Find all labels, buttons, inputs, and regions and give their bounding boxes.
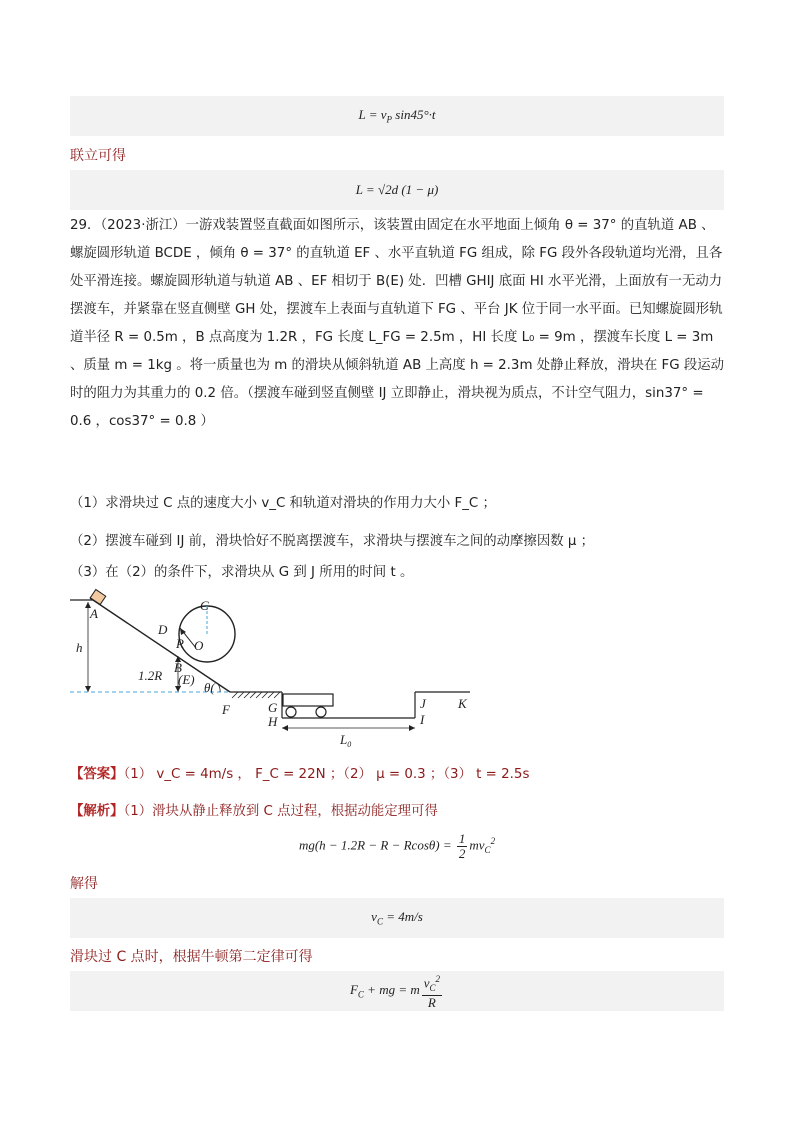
question-3: （3）在（2）的条件下，求滑块从 G 到 J 所用的时间 t 。 (70, 565, 414, 580)
physics-diagram (70, 588, 510, 748)
label-F: F (222, 702, 230, 717)
label-1-2R: 1.2R (138, 668, 163, 683)
label-A: A (90, 606, 98, 621)
label-theta: θ( (204, 680, 215, 695)
label-B: B (174, 660, 182, 675)
formula-4: $v_C = 4m/s$ (371, 909, 423, 927)
formula-box-2 (70, 170, 724, 210)
label-L0: $L_0$ (340, 732, 352, 748)
slider-block (90, 589, 106, 604)
formula-box-4 (70, 898, 724, 938)
answer-line (70, 763, 529, 782)
answer-tag: 【答案】 (70, 767, 124, 782)
question-1: （1）求滑块过 C 点的速度大小 v_C 和轨道对滑块的作用力大小 F_C ； (70, 496, 496, 511)
label-K: K (458, 696, 467, 711)
label-I: I (420, 712, 425, 727)
formula-box-1 (70, 96, 724, 136)
analysis-line (70, 800, 438, 819)
label-O: O (194, 638, 204, 653)
question-2: （2）摆渡车碰到 IJ 前，滑块恰好不脱离摆渡车，求滑块与摆渡车之间的动摩擦因数 μ ； (70, 534, 595, 549)
analysis-tag: 【解析】 (70, 804, 124, 819)
ferry-cart (283, 694, 333, 706)
analysis-body: （1）滑块从静止释放到 C 点过程，根据动能定理可得 (123, 804, 438, 819)
label-E: (E) (178, 672, 195, 687)
formula-box-3 (70, 826, 724, 866)
formula-box-5 (70, 971, 724, 1011)
lianli-label: 联立可得 (70, 148, 126, 164)
label-h: h (76, 640, 83, 655)
newton-note: 滑块过 C 点时，根据牛顿第二定律可得 (70, 949, 313, 965)
problem-paragraph: 29．（2023·浙江）一游戏装置竖直截面如图所示，该装置由固定在水平地面上倾角 θ = 37° 的直轨道 AB 、螺旋圆形轨道 BCDE ，倾角 θ = 37° 的直轨道 EF 、水平直轨道 FG 组成，除 FG 段外各段轨道均光滑，且各处平滑连接。螺旋圆形轨道与轨道 AB 、EF 相切于 B(E) 处．凹槽 GHIJ 底面 HI 水平光滑，上面放有一无动力摆渡车，并紧靠在竖直侧壁 GH 处，摆渡车上表面与直轨道下 FG 、平台 JK 位于同一水平面。已知螺旋圆形轨道半径 R = 0.5m ，B 点高度为 1.2R ，FG 长度 L_FG = 2.5m ，HI 长度 L₀ = 9m ，摆渡车长度 L = 3m 、质量 m = 1kg 。将一质量也为 m 的滑块从倾斜轨道 AB 上高度 h = 2.3m 处静止释放，滑块在 FG 段运动时的阻力为其重力的 0.2 倍。（摆渡车碰到竖直侧壁 IJ 立即静止，滑块视为质点，不计空气阻力，sin37° = 0.6 ，cos37° = 0.8 ） (70, 218, 725, 429)
jiede-label: 解得 (70, 876, 98, 892)
label-J: J (420, 696, 426, 711)
formula-1: $L = v_P$ sin45°·t (358, 107, 436, 125)
answer-body: （1） v_C = 4m/s ， F_C = 22N ；（2） μ = 0.3 ；（3） t = 2.5s (123, 767, 530, 782)
label-C: C (200, 598, 209, 613)
label-H: H (268, 714, 278, 729)
label-D: D (158, 622, 168, 637)
label-R: R (176, 636, 184, 651)
formula-3: mg(h − 1.2R − R − Rcosθ) = $\frac{1}{2}$ $mv_C^2$ (298, 830, 496, 861)
formula-5: $F_C$ + mg = m $\frac{v_C^2}{R}$ (349, 974, 441, 1010)
label-G: G (268, 700, 278, 715)
formula-2: L = √2d (1 − μ) (355, 182, 439, 197)
